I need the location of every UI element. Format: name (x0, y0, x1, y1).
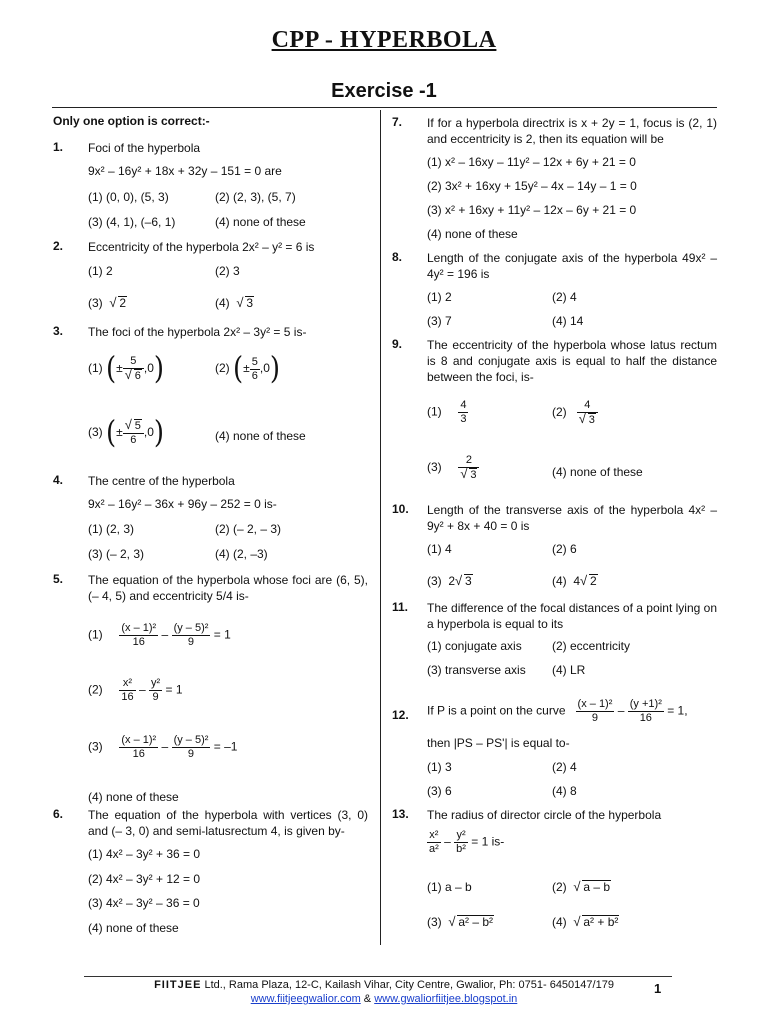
option-1: (1) (0, 0), (5, 3) (88, 190, 169, 204)
option-2: (2) √ a – b (552, 880, 611, 894)
question-text: The centre of the hyperbola (88, 474, 235, 488)
option-2: (2) 4 (552, 290, 577, 304)
option-1: (1) 2 (88, 264, 113, 278)
option-1: (1) $\frac{4}{3}$ (427, 399, 467, 425)
question-number: 11. (392, 600, 409, 614)
option-3: (3) (– 2, 3) (88, 547, 145, 561)
footer-link-website[interactable]: www.fiitjeegwalior.com (250, 993, 361, 1005)
option-3: (3) 4x² – 3y² – 36 = 0 (88, 896, 200, 910)
option-1: (1) $\frac{\text{(x – 1)²}}{16}$ – $\frac{\text{(y – 5)²}}{9}$ = 1 (88, 622, 231, 648)
option-3: (3) x² + 16xy + 11y² – 12x – 6y + 21 = 0 (427, 203, 637, 217)
question-equation: 9x² – 16y² – 36x + 96y – 252 = 0 is- (88, 497, 277, 511)
option-2: (2) 3 (215, 264, 240, 278)
option-4: (4) (2, –3) (215, 547, 268, 561)
option-2: (2) 4x² – 3y² + 12 = 0 (88, 872, 201, 886)
question-number: 12. (392, 708, 409, 722)
option-4: (4) √ a² + b² (552, 915, 619, 929)
question-text: The difference of the focal distances of a point lying on a hyperbola is equal to its (427, 601, 717, 631)
option-4: (4) none of these (88, 790, 179, 804)
question-number: 6. (53, 807, 64, 821)
option-1: (1) 4x² – 3y² + 36 = 0 (88, 847, 201, 861)
question-equation: 9x² – 16y² + 18x + 32y – 151 = 0 are (88, 164, 282, 178)
option-3: (3) √ 2 (88, 296, 127, 310)
question-text: The foci of the hyperbola 2x² – 3y² = 5 is- (88, 325, 307, 339)
option-4: (4) none of these (552, 465, 643, 479)
option-1: (1) x² – 16xy – 11y² – 12x + 6y + 21 = 0 (427, 155, 636, 169)
question-number: 10. (392, 502, 409, 516)
option-3: (3) 6 (427, 784, 452, 798)
header-rule (52, 107, 717, 108)
option-4: (4) √ 3 (215, 296, 254, 310)
option-2: (2) $\frac{\text{x²}}{16}$ – $\frac{\text{y²}}{9}$ = 1 (88, 677, 183, 703)
question-number: 3. (53, 324, 64, 338)
option-1: (1) 3 (427, 760, 452, 774)
question-number: 1. (53, 140, 64, 154)
option-2: (2) 6 (552, 542, 577, 556)
question-equation: $\frac{\text{x²}}{\text{a²}}$ – $\frac{\text{y²}}{\text{b²}}$ = 1 is- (429, 829, 505, 855)
question-number: 9. (392, 337, 403, 351)
question-text: Length of the conjugate axis of the hyperbola 49x² – 4y² = 196 is (427, 251, 717, 281)
question-number: 13. (392, 807, 409, 821)
question-text: If for a hyperbola directrix is x + 2y = 1, focus is (2, 1) and eccentricity is 2, then its equation will be (427, 116, 717, 146)
option-4: (4) none of these (427, 227, 518, 241)
option-4: (4) none of these (215, 215, 306, 229)
document-title: CPP - HYPERBOLA (271, 27, 497, 53)
option-4: (4) none of these (88, 921, 179, 935)
option-3: (3) $\frac{\text{(x – 1)²}}{16}$ – $\frac{\text{(y – 5)²}}{9}$ = –1 (88, 734, 238, 760)
option-3: (3) 2 √ 3 (427, 454, 479, 482)
option-3: (3) √ a² – b² (427, 915, 494, 929)
question-text: Length of the transverse axis of the hyperbola 4x² – 9y² + 8x + 40 = 0 is (427, 503, 717, 533)
page-number: 1 (654, 981, 662, 996)
question-number: 8. (392, 250, 403, 264)
question-number: 4. (53, 473, 64, 487)
option-2: (2) 4 (552, 760, 577, 774)
option-1: (1) (± 5 √ 6 ,0) (88, 354, 164, 384)
option-3: (3) (± √ $\frac{5}{6}$ ,0) (88, 418, 164, 448)
option-2: (2) 4 √ 3 (552, 399, 598, 427)
option-4: (4) none of these (215, 429, 306, 443)
question-number: 5. (53, 572, 64, 586)
option-2: (2) 3x² + 16xy + 15y² – 4x – 14y – 1 = 0 (427, 179, 637, 193)
instruction: Only one option is correct:- (53, 114, 210, 128)
question-text-continued: then |PS – PS'| is equal to- (427, 736, 570, 750)
option-2: (2) (± $\frac{5}{6}$ ,0) (215, 351, 281, 387)
option-3: (3) transverse axis (427, 663, 526, 677)
option-4: (4) LR (552, 663, 586, 677)
question-text: If P is a point on the curve $\frac{\text{(x – 1)²}}{9}$ – $\frac{\text{(y +1)²}}{16}$ = 1, (427, 698, 688, 724)
question-text: The equation of the hyperbola with vertices (3, 0) and (– 3, 0) and semi-latusrectum 4, is given by- (88, 808, 368, 838)
question-number: 2. (53, 239, 64, 253)
column-divider (380, 110, 381, 945)
option-4: (4) 14 (552, 314, 584, 328)
option-2: (2) (– 2, – 3) (215, 522, 282, 536)
footer-links: www.fiitjeegwalior.com & www.gwaliorfiitjee.blogspot.in (250, 993, 518, 1005)
question-text: Foci of the hyperbola (88, 141, 201, 155)
option-1: (1) 4 (427, 542, 452, 556)
option-4: (4) 8 (552, 784, 577, 798)
option-1: (1) conjugate axis (427, 639, 522, 653)
question-text: The equation of the hyperbola whose foci are (6, 5), (– 4, 5) and eccentricity 5/4 is- (88, 573, 368, 603)
footer-address-text: Ltd., Rama Plaza, 12-C, Kailash Vihar, City Centre, Gwalior, Ph: 0751- 6450147/179 (201, 979, 614, 991)
option-3: (3) 7 (427, 314, 452, 328)
footer-address (0, 979, 768, 991)
footer-rule (84, 976, 672, 977)
footer-link-blog[interactable]: www.gwaliorfiitjee.blogspot.in (374, 993, 518, 1005)
option-1: (1) (2, 3) (88, 522, 135, 536)
option-4: (4) 4√ 2 (552, 574, 598, 588)
option-1: (1) 2 (427, 290, 452, 304)
option-3: (3) (4, 1), (–6, 1) (88, 215, 176, 229)
exercise-heading: Exercise -1 (331, 80, 437, 102)
option-1: (1) a – b (427, 880, 472, 894)
question-text: Eccentricity of the hyperbola 2x² – y² = 6 is (88, 240, 315, 254)
footer-brand: FIITJEE (154, 979, 202, 991)
option-2: (2) (2, 3), (5, 7) (215, 190, 296, 204)
question-text: The radius of director circle of the hyperbola (427, 808, 662, 822)
option-2: (2) eccentricity (552, 639, 631, 653)
question-text: The eccentricity of the hyperbola whose latus rectum is 8 and conjugate axis is equal to half the distance between the foci, is- (427, 338, 717, 384)
option-3: (3) 2√ 3 (427, 574, 473, 588)
question-number: 7. (392, 115, 403, 129)
